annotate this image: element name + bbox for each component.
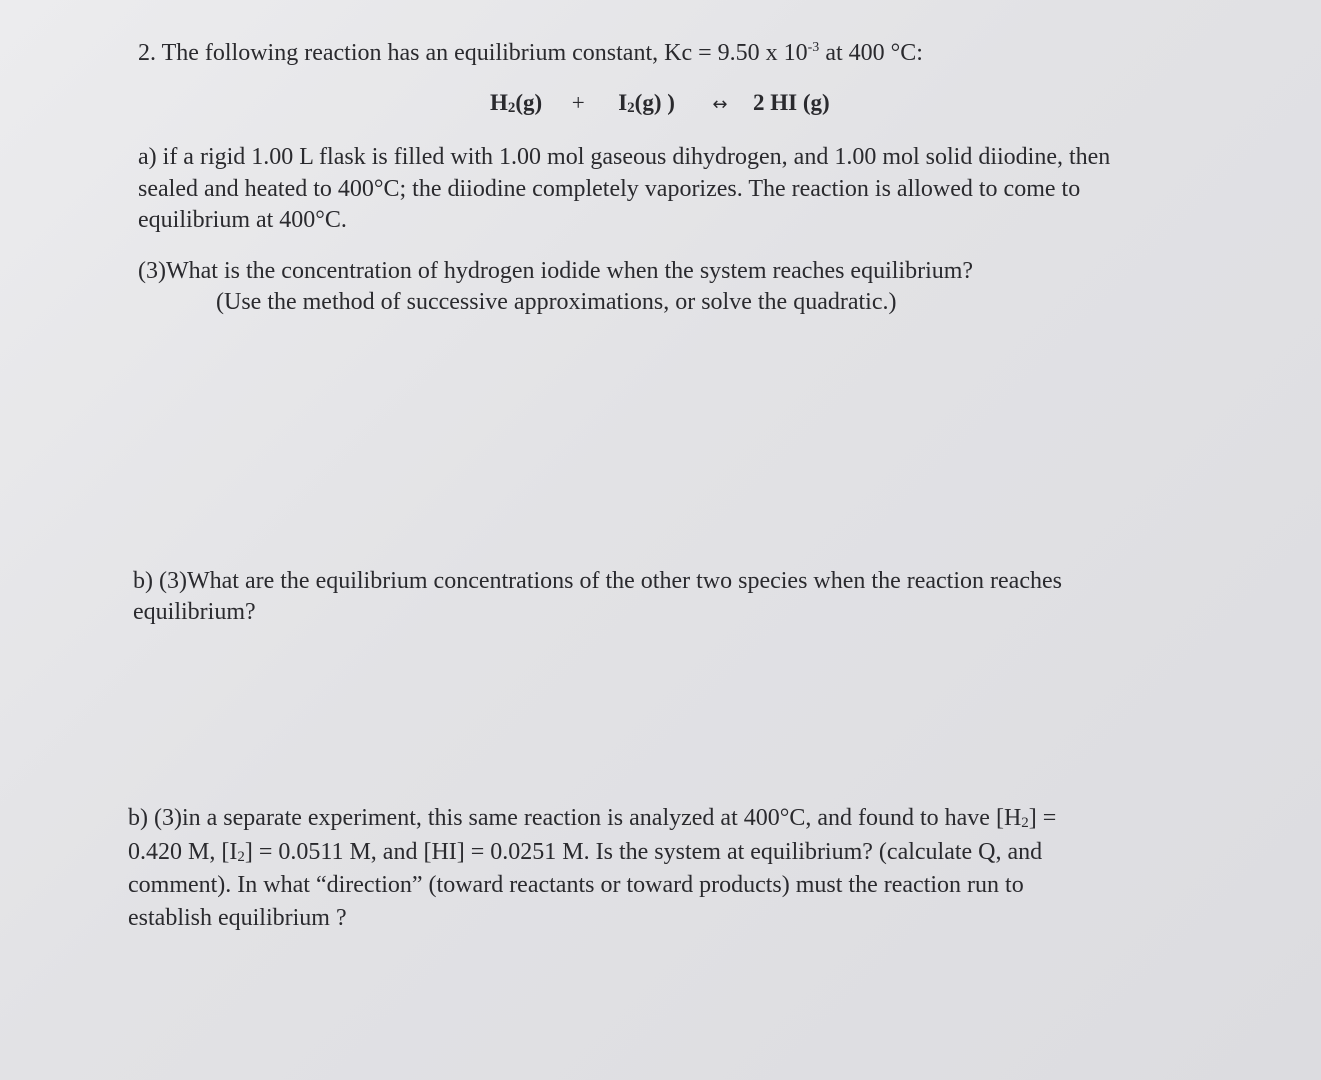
- question-intro-text: The following reaction has an equilibrium constant, Kc = 9.50 x 10: [161, 40, 808, 66]
- part-a-line-1: a) if a rigid 1.00 L flask is filled with 1.00 mol gaseous dihydrogen, and 1.00 mol solid diiodine, then: [138, 144, 1111, 170]
- reactant-h2: $H_2(g)$: [490, 90, 543, 116]
- question-intro-end: at 400 °C:: [819, 40, 923, 66]
- part-b2-line-2: 0.420 M, $[I_2] = 0.0511$ M, and [HI] = 0.0251 M. Is the system at equilibrium? (calculate Q, and: [128, 839, 1043, 865]
- part-a-hint: (Use the method of successive approximations, or solve the quadratic.): [216, 289, 897, 315]
- part-a-line-3: equilibrium at 400°C.: [138, 207, 347, 233]
- kc-exponent: -3: [807, 40, 820, 55]
- part-b2-line-3: comment). In what “direction” (toward reactants or toward products) must the reaction run to: [128, 872, 1024, 898]
- plus-sign: +: [571, 90, 585, 115]
- equilibrium-arrow: ↔: [712, 94, 728, 115]
- reaction-equation: [490, 90, 830, 116]
- part-b1-line-1: b) (3)What are the equilibrium concentrations of the other two species when the reaction reaches: [133, 568, 1062, 594]
- part-b1-line-2: equilibrium?: [133, 599, 256, 625]
- product-hi: 2 HI (g): [752, 90, 830, 115]
- question-intro: [138, 38, 923, 68]
- part-b2-line-4: establish equilibrium ?: [128, 905, 347, 931]
- question-number: 2.: [138, 40, 156, 66]
- part-a-question: (3)What is the concentration of hydrogen iodide when the system reaches equilibrium?: [138, 258, 974, 284]
- part-a-line-2: sealed and heated to 400°C; the diiodine completely vaporizes. The reaction is allowed to come to: [138, 176, 1081, 202]
- reactant-i2: $I_2(g)$ ): [618, 90, 675, 116]
- part-b2-line-1: b) (3)in a separate experiment, this same reaction is analyzed at 400°C, and found to have $[H_2]$ =: [128, 805, 1057, 831]
